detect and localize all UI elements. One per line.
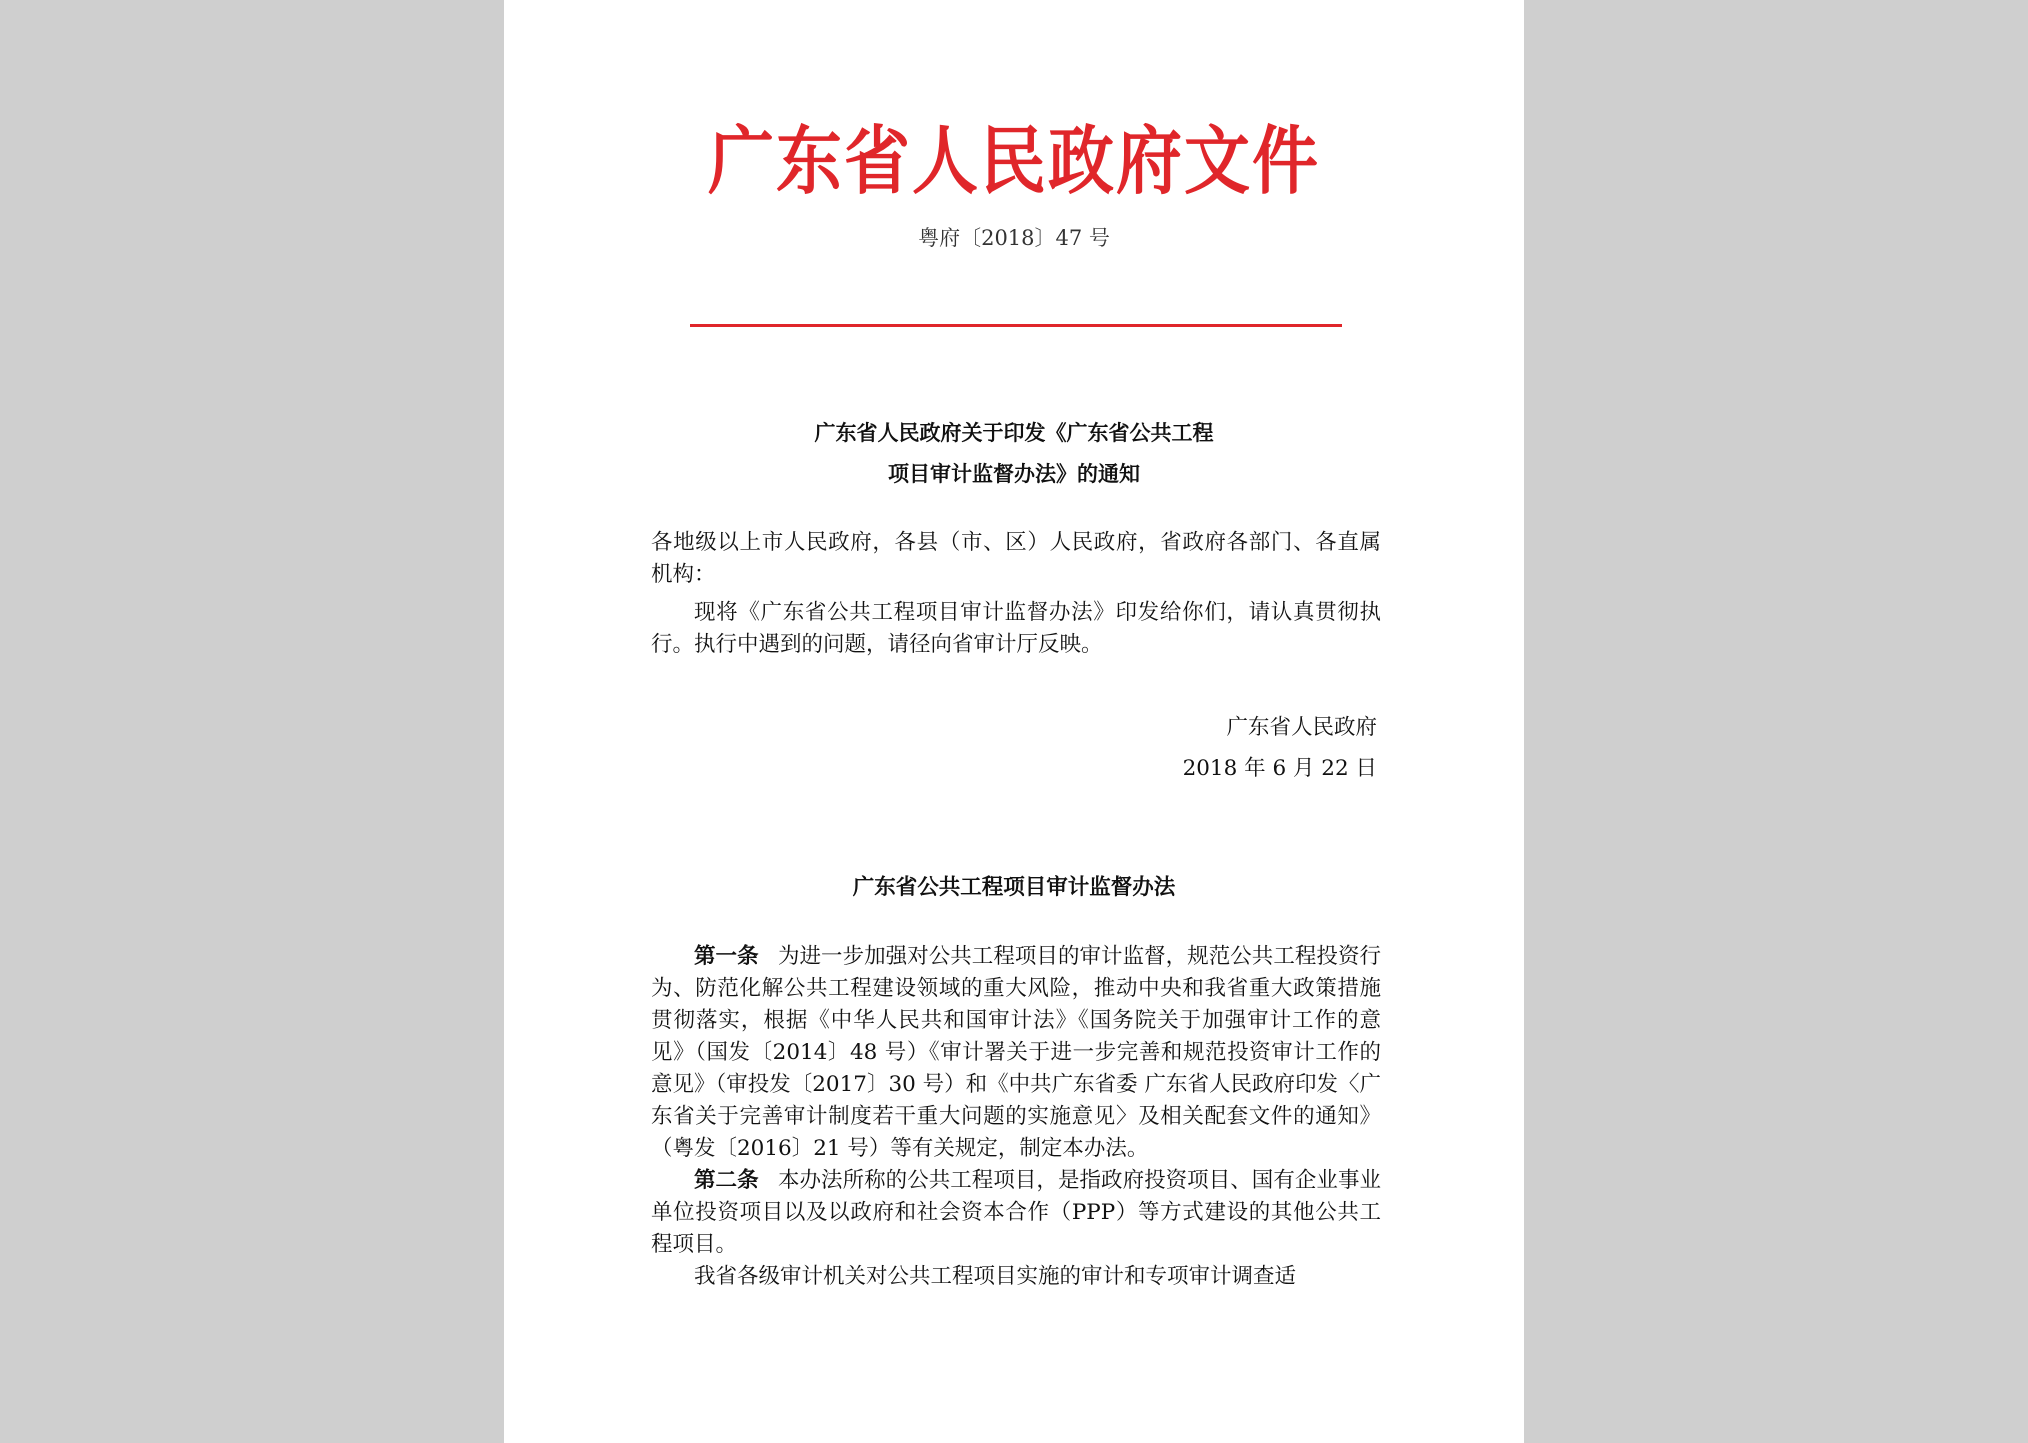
document-page: [504, 0, 1524, 1443]
article-1-text: 为进一步加强对公共工程项目的审计监督，规范公共工程投资行为、防范化解公共工程建设领域的重大风险，推动中央和我省重大政策措施贯彻落实，根据《中华人民共和国审计法》《国务院关于加强审计工作的意见》（国发〔2014〕48 号）《审计署关于进一步完善和规范投资审计工作的意见》（审投发〔2017〕30 号）和《中共广东省委 广东省人民政府印发〈广东省关于完善审计制度若干重大问题的实施意见〉及相关配套文件的通知》（粤发〔2016〕21 号）等有关规定，制定本办法。: [651, 944, 1381, 1161]
document-header-title: 广东省人民政府文件: [708, 117, 1320, 205]
regulation-body: [651, 941, 1381, 1293]
addressee: 各地级以上市人民政府，各县（市、区）人民政府，省政府各部门、各直属机构：: [651, 530, 1381, 587]
notice-title-line-2: 项目审计监督办法》的通知: [888, 461, 1140, 486]
regulation-title: 广东省公共工程项目审计监督办法: [852, 875, 1176, 900]
document-number: 粤府〔2018〕47 号: [918, 226, 1110, 250]
signatory: 广东省人民政府: [1226, 715, 1377, 740]
article-2-label: 第二条: [694, 1168, 759, 1193]
notice-body: [651, 527, 1381, 661]
notice-paragraph: 现将《广东省公共工程项目审计监督办法》印发给你们，请认真贯彻执行。执行中遇到的问题，请径向省审计厅反映。: [651, 600, 1381, 657]
article-2: [651, 1165, 1381, 1261]
red-divider-line: [690, 324, 1342, 327]
article-2-text: 本办法所称的公共工程项目，是指政府投资项目、国有企业事业单位投资项目以及以政府和社会资本合作（PPP）等方式建设的其他公共工程项目。: [651, 1168, 1381, 1257]
notice-title-line-1: 广东省人民政府关于印发《广东省公共工程: [814, 420, 1214, 445]
signature-date: 2018 年 6 月 22 日: [1182, 756, 1377, 781]
article-2-continuation: 我省各级审计机关对公共工程项目实施的审计和专项审计调查适: [694, 1264, 1297, 1289]
article-1: [651, 941, 1381, 1165]
article-1-label: 第一条: [694, 944, 759, 969]
